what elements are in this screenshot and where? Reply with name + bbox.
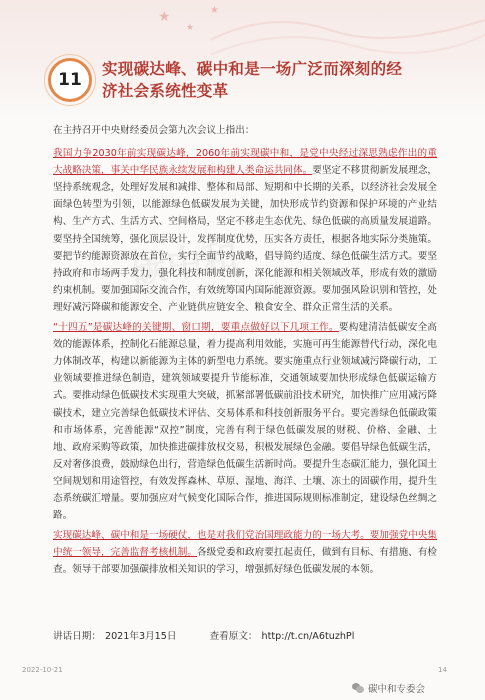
title-line-1: 实现碳达峰、碳中和是一场广泛而深刻的经 (102, 60, 403, 78)
decorative-star-icon: ★ (210, 5, 219, 16)
paragraph-2-text: 要构建清洁低碳安全高效的能源体系，控制化石能源总量，着力提高利用效能，实施可再生能源替代行动，深化电力体制改革，构建以新能源为主体的新型电力系统。要实施重点行业领域减污降碳行动，工业领域要推进绿色制造，建筑领域要提升节能标准，交通领域要加快形成绿色低碳运输方式。要推动绿色低碳技术实现重大突破，抓紧部署低碳前沿技术研究，加快推广应用减污降碳技术，建立完善绿色低碳技术评估、交易体系和科技创新服务平台。要完善绿色低碳政策和市场体系，完善能源“双控”制度，完善有利于绿色低碳发展的财税、价格、金融、土地、政府采购等政策，加快推进碳排放权交易，积极发展绿色金融。要倡导绿色低碳生活，反对奢侈浪费，鼓励绿色出行，营造绿色低碳生活新时尚。要提升生态碳汇能力，强化国土空间规划和用途管控，有效发挥森林、草原、湿地、海洋、土壤、冻土的固碳作用，提升生态系统碳汇增量。要加强应对气候变化国际合作，推进国际规则标准制定，建设绿色丝绸之路。 (53, 322, 438, 522)
speech-meta-row (53, 628, 437, 642)
page-number: 14 (438, 666, 447, 674)
paragraph-1-text: 要坚定不移贯彻新发展理念，坚持系统观念，处理好发展和减排、整体和局部、短期和中长期的关系，以经济社会发展全面绿色转型为引领，以能源绿色低碳发展为关键，加快形成节约资源和保护环境的产业结构、生产方式、生活方式、空间格局，坚定不移走生态优先、绿色低碳的高质量发展道路。要坚持全国统筹，强化顶层设计，发挥制度优势，压实各方责任，根据各地实际分类施策。要把节约能源资源放在首位，实行全面节约战略，倡导简约适度、绿色低碳生活方式。要坚持政府和市场两手发力，强化科技和制度创新，深化能源和相关领域改革，形成有效的激励约束机制。要加强国际交流合作，有效统筹国内国际能源资源。要加强风险识别和管控，处理好减污降碳和能源安全、产业链供应链安全、粮食安全、群众正常生活的关系。 (53, 165, 438, 313)
footer-date: 2022-10-21 (22, 666, 63, 674)
faint-background-mark: 碳中和 (128, 236, 241, 293)
wechat-icon (352, 683, 364, 693)
paragraph-2 (53, 319, 437, 524)
speech-date-label: 讲话日期： (53, 631, 101, 642)
section-number-badge (48, 58, 92, 102)
speech-date: 2021年3月15日 (104, 631, 177, 642)
title-line-2: 济社会系统性变革 (102, 82, 229, 100)
paragraph-3-text: 各级党委和政府要扛起责任，做到有目标、有措施、有检查。领导干部要加强碳排放相关知识的学习，增强抓好绿色低碳发展的本领。 (53, 547, 438, 576)
paragraph-1-highlight: 我国力争2030年前实现碳达峰，2060年前实现碳中和，是党中央经过深思熟虑作出的重大战略决策，事关中华民族永续发展和构建人类命运共同体。 (53, 148, 437, 177)
paragraph-3 (53, 527, 437, 578)
section-number: 11 (58, 70, 82, 90)
paragraph-3-highlight: 实现碳达峰、碳中和是一场硬仗，也是对我们党治国理政能力的一场大考。要加强党中央集中统一领导，完善监督考核机制。 (53, 530, 437, 559)
decorative-star-icon: ★ (158, 9, 171, 25)
article-body (53, 122, 437, 581)
original-label: 查看原文： (209, 631, 258, 642)
section-title (102, 58, 402, 102)
paragraph-1 (53, 145, 437, 316)
original-link[interactable]: http://t.cn/A6tuzhPl (261, 631, 355, 642)
paragraph-2-highlight: “十四五”是碳达峰的关键期、窗口期，要重点做好以下几项工作。 (53, 322, 339, 334)
wechat-watermark (352, 681, 425, 695)
watermark-text: 碳中和专委会 (368, 684, 426, 695)
intro-line: 在主持召开中央财经委员会第九次会议上指出： (53, 125, 255, 136)
decorative-star-icon: ★ (186, 23, 195, 33)
